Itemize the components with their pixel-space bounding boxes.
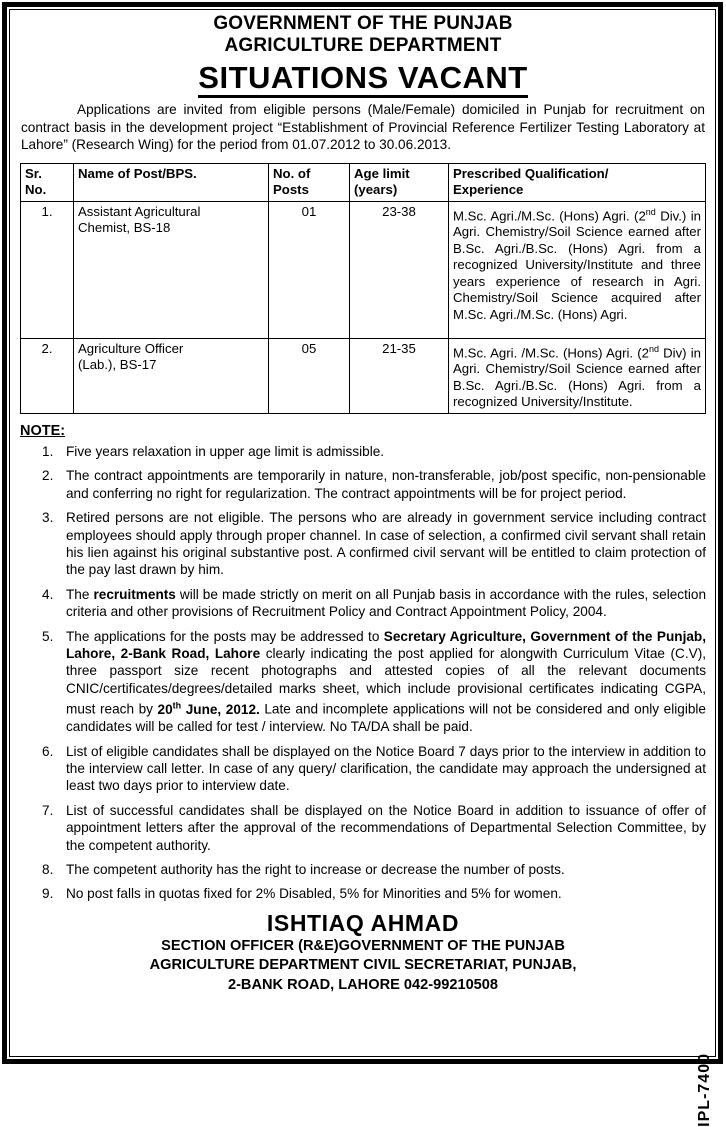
notes-list <box>20 443 706 903</box>
headline-wrapper <box>20 61 706 98</box>
signatory-block <box>20 910 706 996</box>
posts-table-header <box>21 163 706 201</box>
signatory-name: ISHTIAQ AHMAD <box>266 909 460 936</box>
signatory-designation-line-1: SECTION OFFICER (R&E)GOVERNMENT OF THE PUNJAB <box>161 937 565 954</box>
note-item-3: Retired persons are not eligible. The persons who are already in government service including contract employees should apply through proper channel. In case of selection, a confirmed civil servant shall retain his lien against his original substantive post. A confirmed civil servant will be entitled to claim protection of the pay last drawn by him. <box>66 510 706 578</box>
column-header-age-limit <box>350 163 449 201</box>
signatory-address-line-3: 2-BANK ROAD, LAHORE 042-99210508 <box>227 976 499 993</box>
government-title-line-1: GOVERNMENT OF THE PUNJAB <box>213 13 513 34</box>
reference-code: IPL-7400 <box>696 1053 713 1127</box>
note-item-5 <box>20 628 706 736</box>
note-item-1: Five years relaxation in upper age limit is admissible. <box>66 443 385 459</box>
cell-post-name <box>74 201 269 338</box>
note-heading: NOTE: <box>20 422 66 439</box>
posts-table <box>20 163 706 414</box>
sr-header-line-1: Sr. <box>25 165 42 181</box>
note-4-segment-1: The <box>66 586 94 602</box>
table-header-row <box>21 163 706 201</box>
intro-paragraph: Applications are invited from eligible persons (Male/Female) domiciled in Punjab for recruitment on contract basis in the development project “Establishment of Provincial Reference Fertilizer Testing Laboratory at Lahore” (Research Wing) for the period from 01.07.2012 to 30.06.2013. <box>21 102 705 152</box>
posts-header-line-1: No. of <box>273 165 311 181</box>
qualification-superscript: nd <box>645 206 656 217</box>
qual-header-line-2: Experience <box>453 182 524 197</box>
note-item-2: The contract appointments are temporarily in nature, non-transferable, job/post specific, non-pensionable and conferring no right for regularization. The contract appointments will be for project period. <box>66 468 706 501</box>
qual-header-line-1: Prescribed Qualification/ <box>453 165 609 181</box>
cell-no-of-posts: 01 <box>269 201 350 338</box>
cell-age-limit: 21-35 <box>350 338 449 413</box>
note-item-6: List of eligible candidates shall be displayed on the Notice Board 7 days prior to the interview in addition to the interview call letter. In case of any query/ clarification, the candidate may approach the undersigned at least two days prior to interview date. <box>66 743 706 794</box>
page-content <box>12 11 714 1055</box>
age-header-line-1: Age limit <box>354 165 410 181</box>
cell-post-name <box>74 338 269 413</box>
qualification-text-pre: M.Sc. Agri./M.Sc. (Hons) Agri. (2 <box>453 207 646 223</box>
column-header-prescribed-qualification <box>449 163 706 201</box>
note-item-8: The competent authority has the right to increase or decrease the number of posts. <box>66 861 565 877</box>
cell-qualification <box>449 338 706 413</box>
column-header-sr-no <box>21 163 74 201</box>
qualification-text-post: Div) in Agri. Chemistry/Soil Science earned after B.Sc. Agri./B.Sc. (Hons) Agri. from a recognized University/Institute. <box>453 344 701 410</box>
qualification-superscript: nd <box>648 343 659 354</box>
column-header-name-of-post: Name of Post/BPS. <box>74 163 269 201</box>
posts-header-line-2: Posts <box>273 182 309 197</box>
note-5-deadline-bold <box>158 702 260 717</box>
note-5-segment-2: clearly indicating the post applied for alongwith Curriculum Vitae (C.V), three passport size recent photographs and attested copies of all the relevant documents CNIC/certificates/degrees/detailed marks sheet, which include provisional certificates indicating CGPA, must reach by <box>66 645 706 717</box>
signatory-designation-line-2: AGRICULTURE DEPARTMENT CIVIL SECRETARIAT, PUNJAB, <box>149 957 577 974</box>
note-item-4 <box>20 586 706 621</box>
cell-sr-no: 1. <box>21 201 74 338</box>
cell-sr-no: 2. <box>21 338 74 413</box>
note-4-bold-1: recruitments <box>93 586 176 602</box>
age-header-line-2: (years) <box>354 182 398 197</box>
deadline-day: 20 <box>157 701 173 717</box>
cell-no-of-posts: 05 <box>269 338 350 413</box>
note-5-address-bold: Secretary Agriculture, Government of the Punjab, Lahore, 2-Bank Road, Lahore <box>66 628 706 661</box>
department-title-line-2: AGRICULTURE DEPARTMENT <box>224 35 502 56</box>
note-item-9: No post falls in quotas fixed for 2% Disabled, 5% for Minorities and 5% for women. <box>66 886 562 902</box>
deadline-month-year: June, 2012. <box>181 701 260 717</box>
post-name-line-2: (Lab.), BS-17 <box>78 357 157 372</box>
post-name-line-1: Assistant Agricultural <box>78 203 201 219</box>
sr-header-line-2: No. <box>25 182 47 197</box>
page-title: SITUATIONS VACANT <box>198 61 527 98</box>
note-5-segment-1: The applications for the posts may be addressed to <box>66 628 384 644</box>
table-row <box>21 201 706 338</box>
qualification-text-pre: M.Sc. Agri. /M.Sc. (Hons) Agri. (2 <box>453 344 649 360</box>
qualification-text-post: Div.) in Agri. Chemistry/Soil Science earned after B.Sc. Agri./B.Sc. (Hons) Agri. from a recognized University/Institute and three years experience of research in Agri. Chemistry/Soil Science acquired after M.Sc. Agri./M.Sc. (Hons) Agri. <box>453 207 702 322</box>
post-name-line-1: Agriculture Officer <box>78 340 184 356</box>
masthead <box>20 11 706 98</box>
note-5-segment-3: Late and incomplete applications will not be considered and only eligible candidates will be called for test / interview. No TA/DA shall be paid. <box>66 701 706 735</box>
deadline-ordinal-superscript: th <box>172 700 182 711</box>
table-row <box>21 338 706 413</box>
cell-qualification <box>449 201 706 338</box>
post-name-line-2: Chemist, BS-18 <box>78 220 171 235</box>
column-header-no-of-posts <box>269 163 350 201</box>
posts-table-body <box>21 201 706 413</box>
note-item-7: List of successful candidates shall be displayed on the Notice Board in addition to issuance of offer of appointment letters after the approval of the recommendations of Departmental Selection Committee, by the competent authority. <box>66 802 706 853</box>
cell-age-limit: 23-38 <box>350 201 449 338</box>
note-4-segment-2: will be made strictly on merit on all Punjab basis in accordance with the rules, selection criteria and other provisions of Recruitment Policy and Contract Appointment Policy, 2004. <box>66 586 707 620</box>
